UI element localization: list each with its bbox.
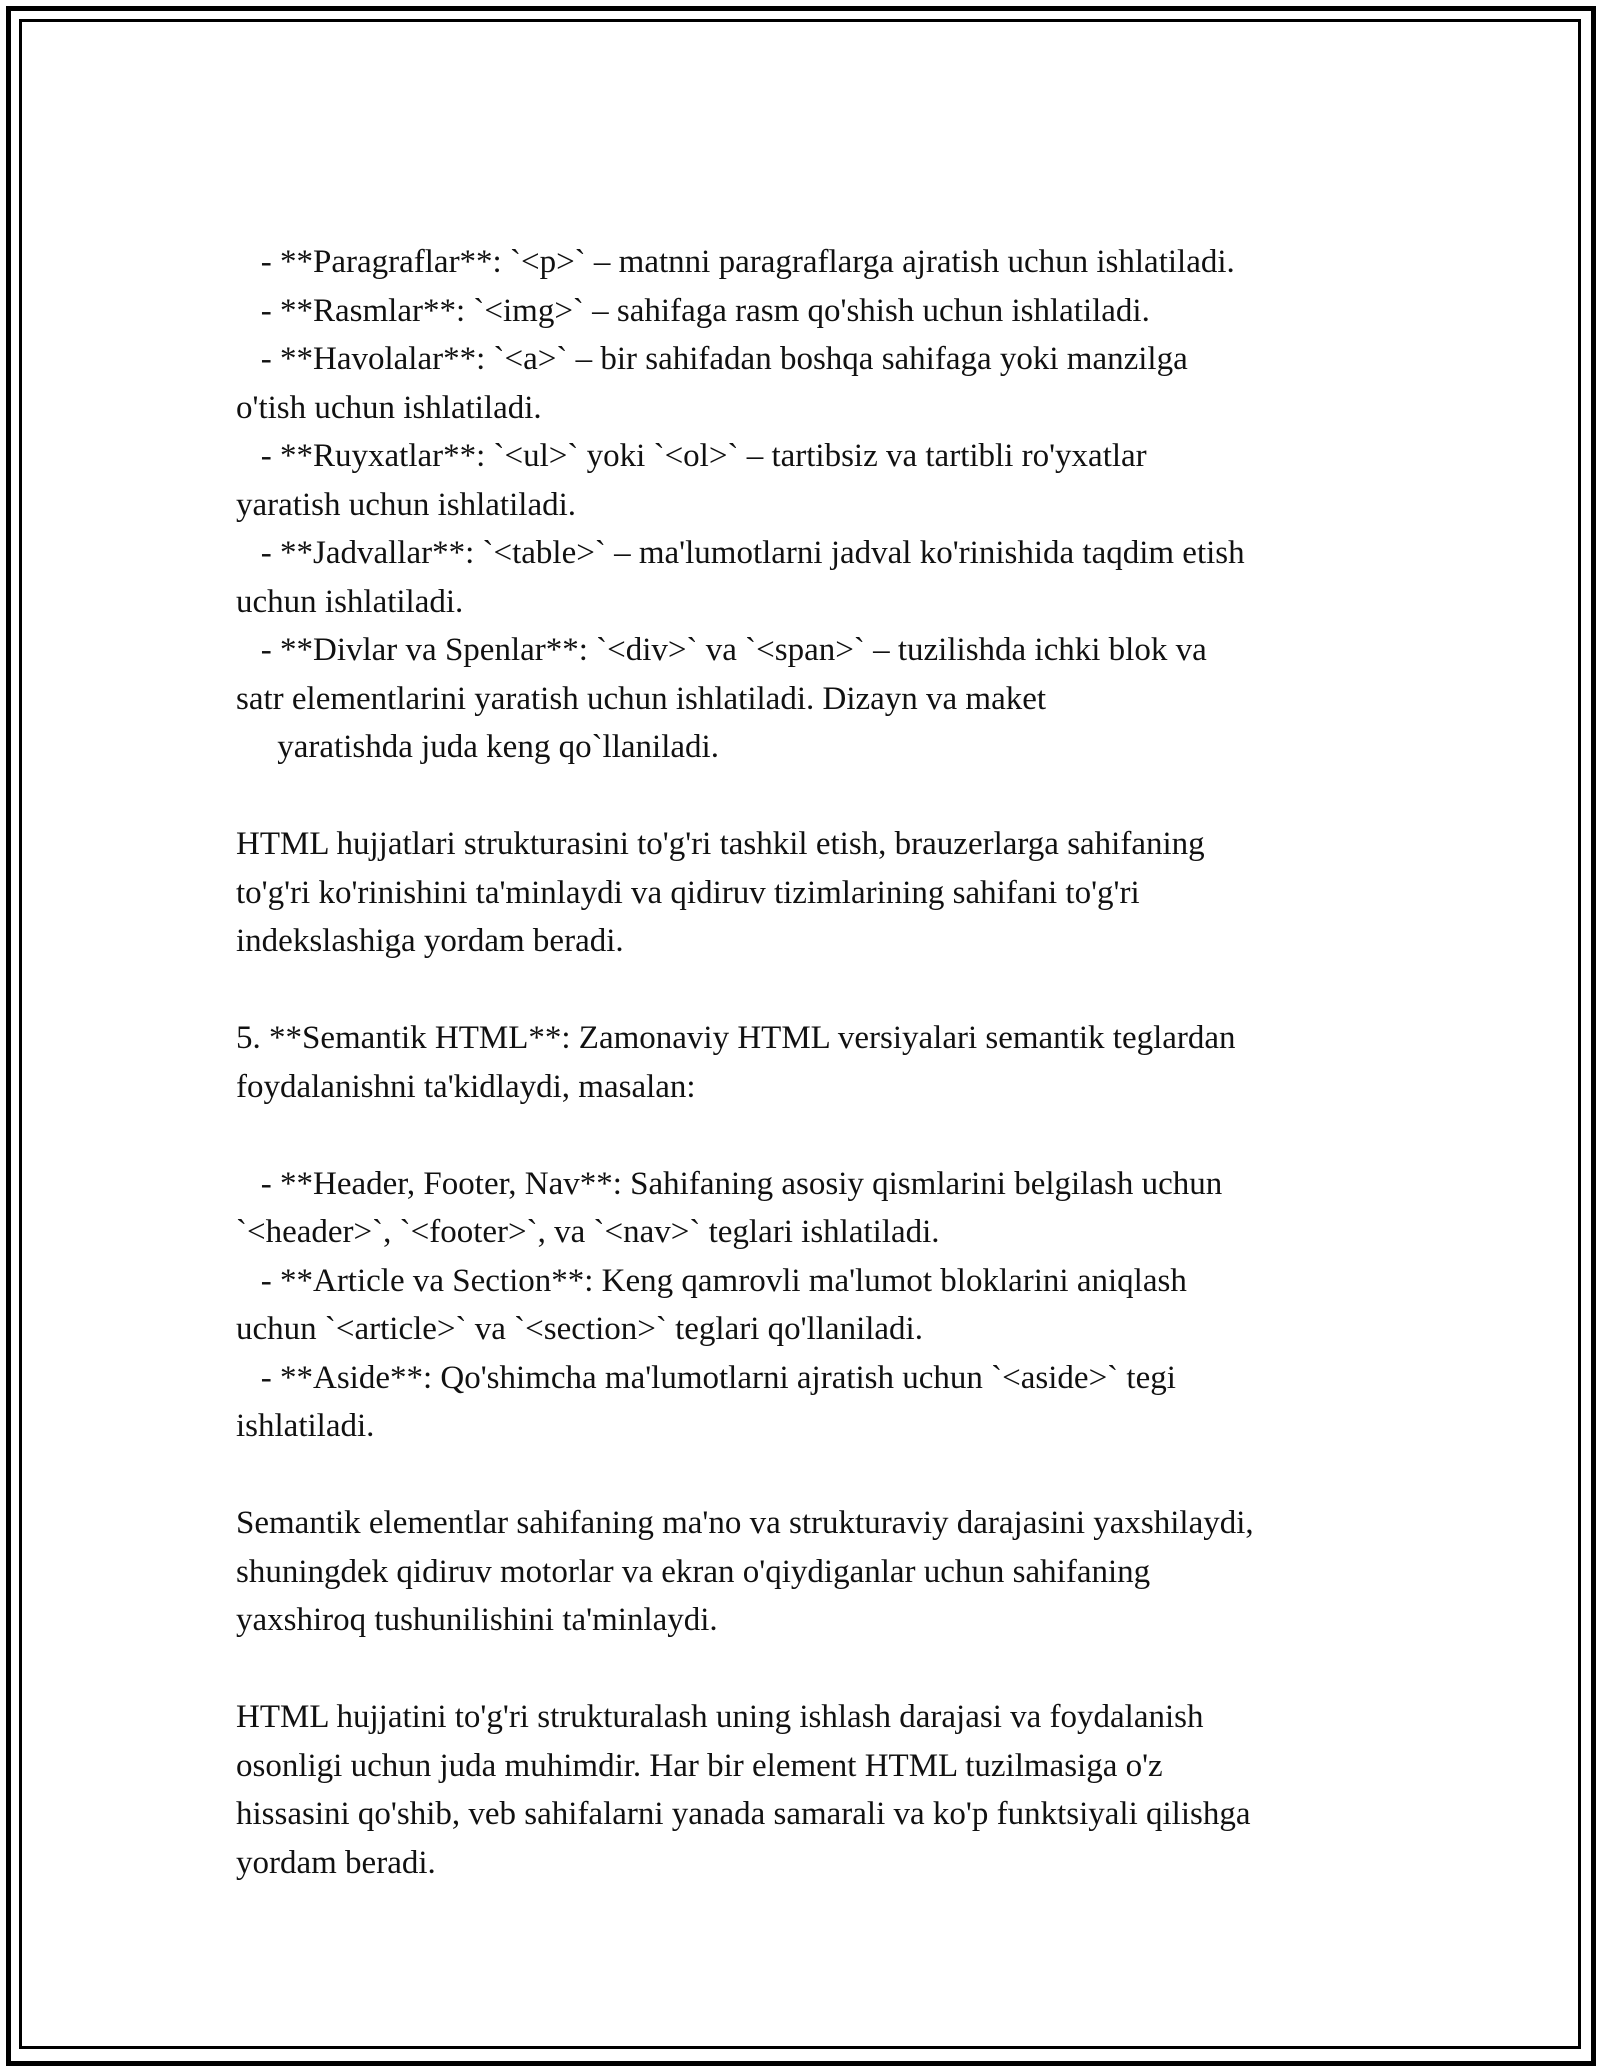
blank-line	[236, 1645, 1416, 1694]
text-line: 5. **Semantik HTML**: Zamonaviy HTML versiyalari semantik teglardan	[236, 1020, 1236, 1056]
text-line: uchun ishlatiladi.	[236, 583, 464, 620]
text-line: yaxshiroq tushunilishini ta'minlaydi.	[236, 1602, 718, 1638]
text-line: uchun `<article>` va `<section>` teglari qo'llaniladi.	[236, 1311, 923, 1347]
text-line: yordam beradi.	[236, 1844, 436, 1881]
text-line: shuningdek qidiruv motorlar va ekran o'qiydiganlar uchun sahifaning	[236, 1553, 1151, 1590]
blank-line	[236, 1111, 1416, 1160]
text-line: indekslashiga yordam beradi.	[236, 923, 624, 959]
blank-line	[236, 966, 1416, 1015]
text-line: o'tish uchun ishlatiladi.	[236, 389, 542, 426]
text-line: osonligi uchun juda muhimdir. Har bir element HTML tuzilmasiga o'z	[236, 1747, 1163, 1784]
text-line: - **Paragraflar**: `<p>` – matnni paragraflarga ajratish uchun ishlatiladi.	[236, 244, 1235, 280]
text-line: hissasini qo'shib, veb sahifalarni yanada samarali va ko'p funktsiyali qilishga	[236, 1796, 1251, 1832]
text-line: HTML hujjatini to'g'ri strukturalash uning ishlash darajasi va foydalanish	[236, 1699, 1204, 1735]
text-line: - **Aside**: Qo'shimcha ma'lumotlarni ajratish uchun `<aside>` tegi	[236, 1359, 1176, 1396]
text-line: - **Divlar va Spenlar**: `<div>` va `<span>` – tuzilishda ichki blok va	[236, 632, 1207, 668]
text-line: - **Article va Section**: Keng qamrovli ma'lumot bloklarini aniqlash	[236, 1262, 1187, 1299]
text-line: - **Rasmlar**: `<img>` – sahifaga rasm qo'shish uchun ishlatiladi.	[236, 292, 1150, 329]
blank-line	[236, 772, 1416, 821]
text-line: - **Header, Footer, Nav**: Sahifaning asosiy qismlarini belgilash uchun	[236, 1165, 1223, 1202]
text-line: ishlatiladi.	[236, 1408, 375, 1444]
text-line: to'g'ri ko'rinishini ta'minlaydi va qidiruv tizimlarining sahifani to'g'ri	[236, 874, 1140, 911]
text-line: foydalanishni ta'kidlaydi, masalan:	[236, 1068, 696, 1105]
text-line: yaratishda juda keng qo`llaniladi.	[236, 729, 719, 765]
text-line: yaratish uchun ishlatiladi.	[236, 486, 577, 523]
text-line: satr elementlarini yaratish uchun ishlatiladi. Dizayn va maket	[236, 680, 1047, 717]
text-line: `<header>`, `<footer>`, va `<nav>` teglari ishlatiladi.	[236, 1214, 940, 1250]
text-line: - **Jadvallar**: `<table>` – ma'lumotlarni jadval ko'rinishida taqdim etish	[236, 535, 1245, 571]
document-body	[236, 238, 1416, 1887]
text-line: Semantik elementlar sahifaning ma'no va strukturaviy darajasini yaxshilaydi,	[236, 1505, 1254, 1541]
text-line: - **Ruyxatlar**: `<ul>` yoki `<ol>` – tartibsiz va tartibli ro'yxatlar	[236, 438, 1147, 474]
text-line: - **Havolalar**: `<a>` – bir sahifadan boshqa sahifaga yoki manzilga	[236, 341, 1188, 377]
text-line: HTML hujjatlari strukturasini to'g'ri tashkil etish, brauzerlarga sahifaning	[236, 826, 1205, 862]
blank-line	[236, 1451, 1416, 1500]
